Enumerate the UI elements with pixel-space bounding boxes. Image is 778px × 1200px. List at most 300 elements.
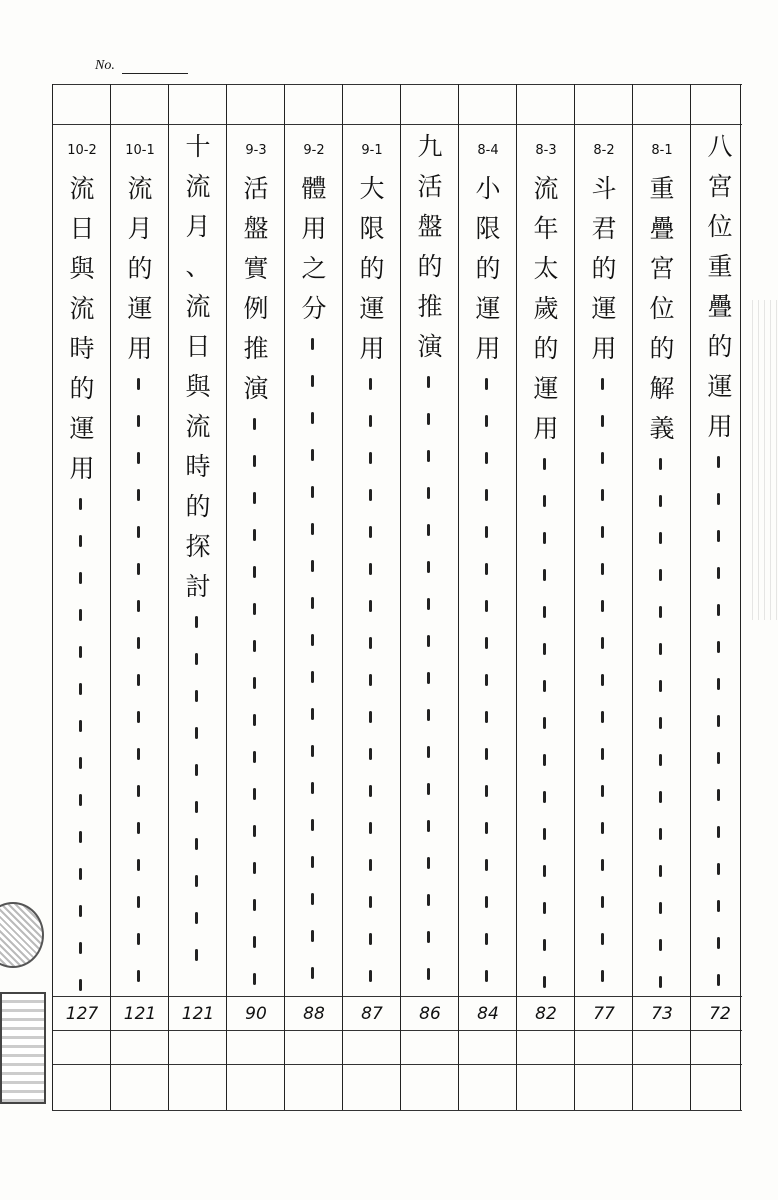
title-char: 討 <box>185 571 211 601</box>
leader-dot <box>427 561 430 573</box>
leader-dot <box>137 637 140 649</box>
toc-column <box>52 84 110 1110</box>
leader-dot <box>717 641 720 653</box>
leader-dot <box>253 603 256 615</box>
title-char: 位 <box>707 211 733 241</box>
leader-dot <box>137 415 140 427</box>
title-char: 八 <box>707 131 733 161</box>
page-number: 127 <box>65 1004 99 1024</box>
leader-dot <box>311 671 314 683</box>
leader-dot <box>427 894 430 906</box>
leader-dot <box>137 859 140 871</box>
leader-dot <box>253 677 256 689</box>
title-char: 日 <box>69 213 95 243</box>
leader-dot <box>369 970 372 982</box>
title-char: 的 <box>707 331 733 361</box>
leader-dot <box>137 896 140 908</box>
leader-dot <box>253 492 256 504</box>
leader-dot <box>369 415 372 427</box>
page-number: 86 <box>419 1004 441 1024</box>
leader-dot <box>659 865 662 877</box>
leader-dot <box>79 868 82 880</box>
leader-dot <box>543 902 546 914</box>
section-number: 8-4 <box>477 142 499 158</box>
title-char: 用 <box>69 453 95 483</box>
toc-column <box>458 84 516 1110</box>
leader-dot <box>659 976 662 988</box>
title-char: 月 <box>127 213 153 243</box>
title-char: 運 <box>359 293 385 323</box>
leader-dot <box>427 450 430 462</box>
title-char: 用 <box>301 213 327 243</box>
leader-dot <box>543 791 546 803</box>
title-char: 運 <box>69 413 95 443</box>
leader-dot <box>485 526 488 538</box>
leader-dot <box>137 970 140 982</box>
leader-dot <box>485 637 488 649</box>
title-char: 重 <box>707 251 733 281</box>
leader-dot <box>195 875 198 887</box>
title-char: 演 <box>417 331 443 361</box>
leader-dot <box>543 717 546 729</box>
section-number: 10-1 <box>125 142 155 158</box>
leader-dot <box>659 791 662 803</box>
leader-dot <box>601 452 604 464</box>
title-char: 疊 <box>649 213 675 243</box>
leader-dot <box>79 683 82 695</box>
leader-dot <box>485 970 488 982</box>
no-label: No. <box>95 58 115 73</box>
title-char: 解 <box>649 373 675 403</box>
title-char: 的 <box>185 491 211 521</box>
leader-dot <box>369 600 372 612</box>
title-char: 時 <box>185 451 211 481</box>
title-char: 演 <box>243 373 269 403</box>
title-char: 的 <box>649 333 675 363</box>
leader-dot <box>659 643 662 655</box>
leader-dot <box>137 563 140 575</box>
leader-dot <box>79 498 82 510</box>
title-char: 的 <box>533 333 559 363</box>
title-char: 活 <box>417 171 443 201</box>
page-number: 121 <box>123 1004 157 1024</box>
title-char: 流 <box>185 411 211 441</box>
leader-dot <box>601 785 604 797</box>
leader-dot <box>311 375 314 387</box>
leader-dot <box>427 487 430 499</box>
leader-dot <box>485 822 488 834</box>
leader-dot <box>717 604 720 616</box>
leader-dot <box>311 597 314 609</box>
title-char: 流 <box>69 293 95 323</box>
title-char: 盤 <box>243 213 269 243</box>
title-char: 流 <box>533 173 559 203</box>
title-char: 用 <box>591 333 617 363</box>
title-char: 年 <box>533 213 559 243</box>
title-char: 用 <box>127 333 153 363</box>
leader-dot <box>427 783 430 795</box>
leader-dot <box>659 606 662 618</box>
leader-dot <box>369 785 372 797</box>
title-char: 限 <box>475 213 501 243</box>
leader-dot <box>601 415 604 427</box>
leader-dot <box>79 831 82 843</box>
leader-dot <box>253 418 256 430</box>
square-seal-stamp <box>0 992 46 1104</box>
title-char: 盤 <box>417 211 443 241</box>
leader-dot <box>195 912 198 924</box>
leader-dot <box>79 979 82 991</box>
leader-dot <box>137 933 140 945</box>
leader-dot <box>311 819 314 831</box>
leader-dot <box>717 974 720 986</box>
section-number: 9-2 <box>303 142 325 158</box>
leader-dot <box>601 526 604 538</box>
leader-dot <box>601 711 604 723</box>
leader-dot <box>659 569 662 581</box>
page-number: 121 <box>181 1004 215 1024</box>
title-char: 宮 <box>649 253 675 283</box>
leader-dot <box>195 764 198 776</box>
leader-dot <box>601 933 604 945</box>
title-char: 疊 <box>707 291 733 321</box>
leader-dot <box>543 495 546 507</box>
leader-dot <box>543 606 546 618</box>
page-number: 90 <box>245 1004 267 1024</box>
title-char: 重 <box>649 173 675 203</box>
section-number: 8-3 <box>535 142 557 158</box>
leader-dot <box>369 896 372 908</box>
leader-dot <box>79 794 82 806</box>
leader-dot <box>485 378 488 390</box>
title-char: 流 <box>127 173 153 203</box>
leader-dot <box>717 826 720 838</box>
leader-dot <box>427 376 430 388</box>
leader-dot <box>485 452 488 464</box>
page-number: 88 <box>303 1004 325 1024</box>
leader-dot <box>79 942 82 954</box>
leader-dot <box>659 680 662 692</box>
title-char: 小 <box>475 173 501 203</box>
leader-dot <box>485 785 488 797</box>
title-char: 與 <box>185 371 211 401</box>
leader-dot <box>311 486 314 498</box>
leader-dot <box>717 937 720 949</box>
no-underline <box>122 73 188 74</box>
toc-column <box>690 84 748 1110</box>
toc-column <box>284 84 342 1110</box>
leader-dot <box>253 899 256 911</box>
leader-dot <box>659 458 662 470</box>
leader-dot <box>79 646 82 658</box>
leader-dot <box>369 563 372 575</box>
leader-dot <box>659 828 662 840</box>
toc-column <box>168 84 226 1110</box>
leader-dot <box>485 600 488 612</box>
manuscript-grid <box>52 84 742 1110</box>
leader-dot <box>137 748 140 760</box>
scan-noise <box>752 300 778 620</box>
leader-dot <box>543 865 546 877</box>
title-char: 活 <box>243 173 269 203</box>
toc-column <box>632 84 690 1110</box>
leader-dot <box>79 905 82 917</box>
leader-dot <box>311 523 314 535</box>
leader-dot <box>659 902 662 914</box>
leader-dot <box>427 931 430 943</box>
leader-dot <box>195 727 198 739</box>
leader-dot <box>427 672 430 684</box>
title-char: 十 <box>185 131 211 161</box>
leader-dot <box>659 532 662 544</box>
toc-column <box>574 84 632 1110</box>
leader-dot <box>659 495 662 507</box>
page-number: 72 <box>709 1004 731 1024</box>
section-number: 9-1 <box>361 142 383 158</box>
leader-dot <box>369 822 372 834</box>
page-number: 82 <box>535 1004 557 1024</box>
leader-dot <box>137 452 140 464</box>
leader-dot <box>601 674 604 686</box>
leader-dot <box>79 535 82 547</box>
leader-dot <box>311 745 314 757</box>
title-char: 限 <box>359 213 385 243</box>
leader-dot <box>79 720 82 732</box>
leader-dot <box>137 600 140 612</box>
leader-dot <box>601 896 604 908</box>
title-char: 推 <box>243 333 269 363</box>
title-char: 運 <box>591 293 617 323</box>
title-char: 的 <box>359 253 385 283</box>
title-char: 的 <box>591 253 617 283</box>
leader-dot <box>137 822 140 834</box>
leader-dot <box>717 715 720 727</box>
leader-dot <box>369 378 372 390</box>
leader-dot <box>717 789 720 801</box>
leader-dot <box>427 746 430 758</box>
leader-dot <box>195 653 198 665</box>
leader-dot <box>717 752 720 764</box>
leader-dot <box>369 711 372 723</box>
leader-dot <box>253 640 256 652</box>
leader-dot <box>601 600 604 612</box>
leader-dot <box>253 714 256 726</box>
title-char: 用 <box>533 413 559 443</box>
leader-dot <box>601 748 604 760</box>
section-number: 9-3 <box>245 142 267 158</box>
leader-dot <box>717 863 720 875</box>
title-char: 的 <box>475 253 501 283</box>
toc-column <box>516 84 574 1110</box>
leader-dot <box>369 748 372 760</box>
title-char: 大 <box>359 173 385 203</box>
section-number: 8-2 <box>593 142 615 158</box>
leader-dot <box>659 754 662 766</box>
page-number: 87 <box>361 1004 383 1024</box>
title-char: 實 <box>243 253 269 283</box>
leader-dot <box>195 949 198 961</box>
leader-dot <box>543 939 546 951</box>
leader-dot <box>427 413 430 425</box>
leader-dot <box>485 563 488 575</box>
leader-dot <box>137 785 140 797</box>
title-char: 九 <box>417 131 443 161</box>
leader-dot <box>253 751 256 763</box>
leader-dot <box>659 717 662 729</box>
leader-dot <box>427 598 430 610</box>
leader-dot <box>601 489 604 501</box>
leader-dot <box>485 896 488 908</box>
round-seal-stamp <box>0 902 44 968</box>
leader-dot <box>253 529 256 541</box>
leader-dot <box>253 973 256 985</box>
title-char: 推 <box>417 291 443 321</box>
leader-dot <box>543 643 546 655</box>
leader-dot <box>195 690 198 702</box>
title-char: 例 <box>243 293 269 323</box>
toc-column <box>110 84 168 1110</box>
title-char: 的 <box>69 373 95 403</box>
leader-dot <box>717 493 720 505</box>
leader-dot <box>485 748 488 760</box>
leader-dot <box>369 526 372 538</box>
leader-dot <box>369 452 372 464</box>
leader-dot <box>195 801 198 813</box>
title-char: 月 <box>185 211 211 241</box>
leader-dot <box>717 678 720 690</box>
leader-dot <box>543 976 546 988</box>
leader-dot <box>311 930 314 942</box>
leader-dot <box>311 412 314 424</box>
leader-dot <box>195 616 198 628</box>
leader-dot <box>601 822 604 834</box>
title-char: 太 <box>533 253 559 283</box>
title-char: 、 <box>185 251 211 281</box>
title-char: 位 <box>649 293 675 323</box>
title-char: 歲 <box>533 293 559 323</box>
leader-dot <box>543 532 546 544</box>
title-char: 義 <box>649 413 675 443</box>
leader-dot <box>137 378 140 390</box>
title-char: 用 <box>475 333 501 363</box>
leader-dot <box>543 680 546 692</box>
leader-dot <box>137 526 140 538</box>
leader-dot <box>311 856 314 868</box>
title-char: 君 <box>591 213 617 243</box>
leader-dot <box>369 489 372 501</box>
leader-dot <box>717 456 720 468</box>
title-char: 運 <box>127 293 153 323</box>
title-char: 宮 <box>707 171 733 201</box>
leader-dot <box>659 939 662 951</box>
leader-dot <box>427 820 430 832</box>
leader-dot <box>195 838 198 850</box>
leader-dot <box>485 489 488 501</box>
leader-dot <box>601 378 604 390</box>
leader-dot <box>137 489 140 501</box>
leader-dot <box>601 637 604 649</box>
title-char: 時 <box>69 333 95 363</box>
title-char: 用 <box>707 411 733 441</box>
leader-dot <box>485 711 488 723</box>
leader-dot <box>485 933 488 945</box>
leader-dot <box>427 524 430 536</box>
title-char: 運 <box>475 293 501 323</box>
page-number: 84 <box>477 1004 499 1024</box>
title-char: 流 <box>185 291 211 321</box>
leader-dot <box>79 572 82 584</box>
title-char: 用 <box>359 333 385 363</box>
leader-dot <box>601 970 604 982</box>
leader-dot <box>427 857 430 869</box>
page-number: 73 <box>651 1004 673 1024</box>
leader-dot <box>311 893 314 905</box>
title-char: 流 <box>185 171 211 201</box>
leader-dot <box>543 754 546 766</box>
title-char: 探 <box>185 531 211 561</box>
toc-column <box>342 84 400 1110</box>
section-number: 8-1 <box>651 142 673 158</box>
leader-dot <box>79 609 82 621</box>
leader-dot <box>485 415 488 427</box>
leader-dot <box>253 862 256 874</box>
leader-dot <box>601 859 604 871</box>
leader-dot <box>369 933 372 945</box>
leader-dot <box>369 859 372 871</box>
leader-dot <box>79 757 82 769</box>
leader-dot <box>137 711 140 723</box>
title-char: 分 <box>301 293 327 323</box>
title-char: 運 <box>533 373 559 403</box>
leader-dot <box>311 449 314 461</box>
title-char: 流 <box>69 173 95 203</box>
leader-dot <box>311 967 314 979</box>
leader-dot <box>253 566 256 578</box>
leader-dot <box>311 708 314 720</box>
leader-dot <box>717 530 720 542</box>
section-number: 10-2 <box>67 142 97 158</box>
toc-column <box>226 84 284 1110</box>
leader-dot <box>543 458 546 470</box>
leader-dot <box>311 560 314 572</box>
leader-dot <box>427 968 430 980</box>
leader-dot <box>485 859 488 871</box>
grid-rule <box>52 1110 742 1111</box>
leader-dot <box>253 788 256 800</box>
leader-dot <box>717 567 720 579</box>
title-char: 運 <box>707 371 733 401</box>
leader-dot <box>601 563 604 575</box>
title-char: 斗 <box>591 173 617 203</box>
leader-dot <box>427 635 430 647</box>
leader-dot <box>253 455 256 467</box>
page-number: 77 <box>593 1004 615 1024</box>
leader-dot <box>137 674 140 686</box>
title-char: 之 <box>301 253 327 283</box>
title-char: 體 <box>301 173 327 203</box>
leader-dot <box>485 674 488 686</box>
leader-dot <box>369 637 372 649</box>
leader-dot <box>717 900 720 912</box>
title-char: 與 <box>69 253 95 283</box>
toc-column <box>400 84 458 1110</box>
title-char: 的 <box>417 251 443 281</box>
leader-dot <box>253 936 256 948</box>
leader-dot <box>543 569 546 581</box>
title-char: 的 <box>127 253 153 283</box>
leader-dot <box>369 674 372 686</box>
leader-dot <box>427 709 430 721</box>
